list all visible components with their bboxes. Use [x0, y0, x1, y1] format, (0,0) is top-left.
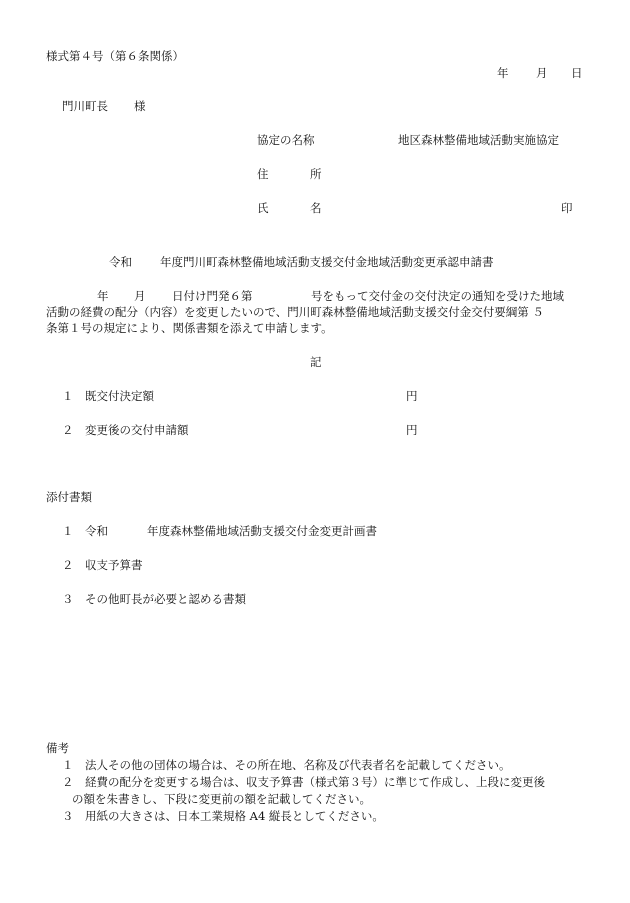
note-num: ２	[62, 775, 74, 789]
addressee-honorific: 様	[134, 99, 146, 113]
date-year: 年	[497, 66, 509, 80]
amount-num: １	[62, 389, 74, 403]
attachment-num: ２	[62, 558, 74, 572]
attachment-text: 年度森林整備地域活動支援交付金変更計画書	[147, 524, 377, 538]
seal-mark: 印	[561, 201, 573, 215]
attachment-num: １	[62, 524, 74, 538]
attachment-num: ３	[62, 592, 74, 606]
amount-num: ２	[62, 423, 74, 437]
note-text: 用紙の大きさは、日本工業規格 A4 縦長としてください。	[85, 809, 384, 823]
address-label-2: 所	[310, 167, 322, 181]
body-line3: 条第１号の規定により、関係書類を添えて申請します。	[46, 321, 333, 335]
date-month: 月	[536, 66, 548, 80]
addressee-name: 門川町長	[62, 99, 108, 113]
note-text: 法人その他の団体の場合は、その所在地、名称及び代表者名を記載してください。	[85, 758, 511, 772]
name-label-1: 氏	[257, 201, 269, 215]
notes-heading: 備考	[46, 741, 69, 755]
address-label-1: 住	[257, 167, 269, 181]
title-era: 令和	[109, 255, 132, 269]
note-text-continued: の額を朱書きし、下段に変更前の額を記載してください。	[72, 792, 371, 806]
attachment-era: 令和	[85, 524, 108, 538]
note-num: ３	[62, 809, 74, 823]
attachment-text: 収支予算書	[85, 558, 143, 572]
note-num: １	[62, 758, 74, 772]
body-month: 月	[134, 289, 146, 303]
agreement-value: 地区森林整備地域活動実施協定	[398, 133, 559, 147]
amount-label: 既交付決定額	[85, 389, 154, 403]
body-year: 年	[97, 289, 109, 303]
date-day: 日	[571, 66, 583, 80]
amount-unit: 円	[406, 389, 418, 403]
body-line1-rest: 号をもって交付金の交付決定の通知を受けた地域	[311, 289, 564, 303]
amount-label: 変更後の交付申請額	[85, 423, 189, 437]
amount-unit: 円	[406, 423, 418, 437]
note-text: 経費の配分を変更する場合は、収支予算書（様式第３号）に準じて作成し、上段に変更後	[85, 775, 545, 789]
body-line2: 活動の経費の配分（内容）を変更したいので、門川町森林整備地域活動支援交付金交付要綱第 ５	[46, 305, 544, 319]
attachments-heading: 添付書類	[46, 490, 92, 504]
agreement-label: 協定の名称	[257, 133, 315, 147]
attachment-text: その他町長が必要と認める書類	[85, 592, 246, 606]
body-dated-prefix: 日付け門発６第	[172, 289, 253, 303]
ki-mark: 記	[310, 355, 322, 369]
name-label-2: 名	[310, 201, 322, 215]
document-title: 年度門川町森林整備地域活動支援交付金地域活動変更承認申請書	[160, 255, 494, 269]
form-label: 様式第４号（第６条関係）	[46, 49, 184, 63]
